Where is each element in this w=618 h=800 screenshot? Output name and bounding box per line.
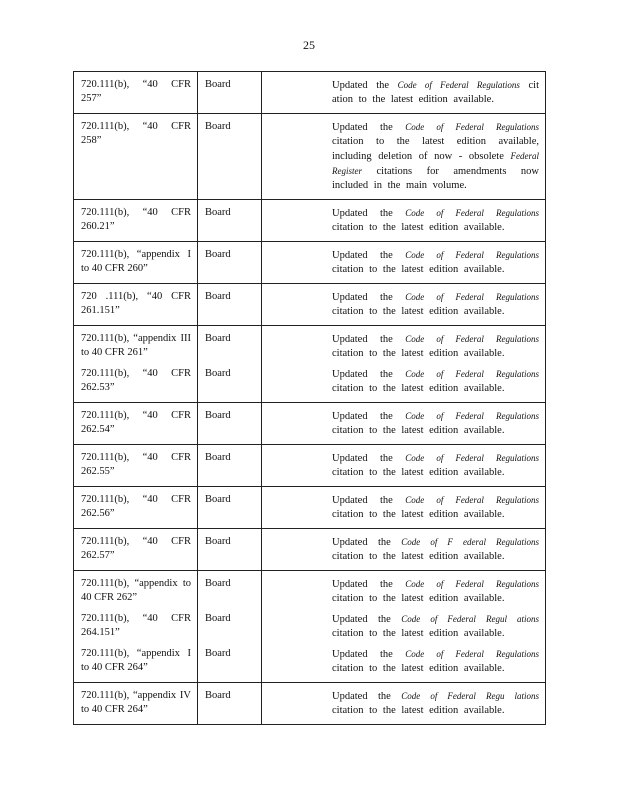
description-cell	[262, 609, 546, 644]
table-row	[74, 72, 546, 114]
page-number: 25	[303, 38, 315, 52]
description-text: Updated the	[332, 691, 402, 702]
description-cell	[262, 72, 546, 114]
description-text: citation to the latest edition available.	[332, 705, 505, 716]
cfr-title: Code of Federal Regulations	[405, 122, 539, 132]
description-cell	[262, 326, 546, 365]
table-row	[74, 114, 546, 200]
table-row	[74, 683, 546, 725]
description-cell	[262, 445, 546, 487]
description-text: Updated the	[332, 537, 402, 548]
amendments-table	[73, 71, 546, 725]
cfr-title: Code of Federal Regulations	[397, 80, 520, 90]
description-text: Updated the	[332, 453, 406, 464]
description-text: citation to the latest edition available, including deletion of now - obsolete	[332, 136, 539, 162]
description-text: citation to the latest edition available.	[332, 467, 505, 478]
description-text: Updated the	[332, 649, 406, 660]
cfr-title: Code of F ederal Regulations	[401, 537, 540, 547]
section-cell: 720.111(b), “appendix I to 40 CFR 264”	[74, 644, 198, 683]
table-row	[74, 571, 546, 610]
description-text: Updated the	[332, 579, 406, 590]
table-row	[74, 364, 546, 403]
description-cell	[262, 644, 546, 683]
description-text: Updated the	[332, 411, 406, 422]
cfr-title: Code of Federal Regul ations	[401, 614, 540, 624]
cfr-title: Code of Federal Regu lations	[401, 691, 540, 701]
description-text: citation to the latest edition available.	[332, 628, 505, 639]
table-row	[74, 403, 546, 445]
cfr-title: Code of Federal Regulations	[405, 649, 539, 659]
section-cell: 720.111(b), “40 CFR 260.21”	[74, 200, 198, 242]
description-text: Updated the	[332, 369, 406, 380]
section-cell: 720.111(b), “40 CFR 264.151”	[74, 609, 198, 644]
description-cell	[262, 284, 546, 326]
description-text: citation to the latest edition available.	[332, 306, 505, 317]
source-cell: Board	[198, 284, 262, 326]
table-row	[74, 284, 546, 326]
description-text: citation to the latest edition available.	[332, 383, 505, 394]
table-row	[74, 326, 546, 365]
description-text: Updated the	[332, 250, 406, 261]
table-row	[74, 445, 546, 487]
section-cell: 720.111(b), “appendix to 40 CFR 262”	[74, 571, 198, 610]
table-row	[74, 242, 546, 284]
section-cell: 720.111(b), “40 CFR 257”	[74, 72, 198, 114]
section-cell: 720.111(b), “appendix IV to 40 CFR 264”	[74, 683, 198, 725]
cfr-title: Code of Federal Regulations	[405, 495, 539, 505]
description-cell	[262, 571, 546, 610]
source-cell: Board	[198, 644, 262, 683]
description-cell	[262, 487, 546, 529]
table-row	[74, 487, 546, 529]
section-cell: 720.111(b), “40 CFR 258”	[74, 114, 198, 200]
description-text: Updated the	[332, 80, 398, 91]
source-cell: Board	[198, 683, 262, 725]
source-cell: Board	[198, 571, 262, 610]
cfr-title: Code of Federal Regulations	[405, 369, 539, 379]
description-text: citation to the latest edition available.	[332, 509, 505, 520]
table-row	[74, 200, 546, 242]
description-cell	[262, 114, 546, 200]
description-cell	[262, 242, 546, 284]
description-cell	[262, 364, 546, 403]
cfr-title: Code of Federal Regulations	[405, 208, 539, 218]
cfr-title: Code of Federal Regulations	[405, 453, 539, 463]
source-cell: Board	[198, 445, 262, 487]
section-cell: 720.111(b), “appendix I to 40 CFR 260”	[74, 242, 198, 284]
source-cell: Board	[198, 403, 262, 445]
description-text: Updated the	[332, 208, 406, 219]
cfr-title: Code of Federal Regulations	[405, 411, 539, 421]
cfr-title: Code of Federal Regulations	[405, 579, 539, 589]
description-text: Updated the	[332, 614, 402, 625]
description-cell	[262, 403, 546, 445]
table-row	[74, 644, 546, 683]
cfr-title: Code of Federal Regulations	[405, 250, 539, 260]
description-text: Updated the	[332, 495, 406, 506]
description-text: citation to the latest edition available.	[332, 264, 505, 275]
description-cell	[262, 200, 546, 242]
cfr-title: Code of Federal Regulations	[405, 334, 539, 344]
section-cell: 720.111(b), “40 CFR 262.57”	[74, 529, 198, 571]
table-row	[74, 529, 546, 571]
section-cell: 720 .111(b), “40 CFR 261.151”	[74, 284, 198, 326]
source-cell: Board	[198, 609, 262, 644]
section-cell: 720.111(b), “appendix III to 40 CFR 261”	[74, 326, 198, 365]
source-cell: Board	[198, 364, 262, 403]
section-cell: 720.111(b), “40 CFR 262.53”	[74, 364, 198, 403]
description-text: citation to the latest edition available.	[332, 551, 505, 562]
description-cell	[262, 683, 546, 725]
source-cell: Board	[198, 487, 262, 529]
description-text: Updated the	[332, 122, 406, 133]
source-cell: Board	[198, 529, 262, 571]
description-text: citation to the latest edition available.	[332, 663, 505, 674]
description-text: citation to the latest edition available.	[332, 222, 505, 233]
source-cell: Board	[198, 114, 262, 200]
federal-register-title: Federal Register	[332, 151, 539, 176]
table-row	[74, 609, 546, 644]
section-cell: 720.111(b), “40 CFR 262.56”	[74, 487, 198, 529]
source-cell: Board	[198, 200, 262, 242]
description-text: citation to the latest edition available.	[332, 348, 505, 359]
description-text: Updated the	[332, 334, 406, 345]
cfr-title: Code of Federal Regulations	[405, 292, 539, 302]
description-cell	[262, 529, 546, 571]
description-text: citations for amendments now included in the main volume.	[332, 166, 539, 191]
description-text: cit ation to the latest edition available.	[332, 80, 540, 105]
description-text: Updated the	[332, 292, 406, 303]
description-text: citation to the latest edition available.	[332, 425, 505, 436]
description-text: citation to the latest edition available.	[332, 593, 505, 604]
source-cell: Board	[198, 72, 262, 114]
section-cell: 720.111(b), “40 CFR 262.55”	[74, 445, 198, 487]
source-cell: Board	[198, 242, 262, 284]
section-cell: 720.111(b), “40 CFR 262.54”	[74, 403, 198, 445]
source-cell: Board	[198, 326, 262, 365]
